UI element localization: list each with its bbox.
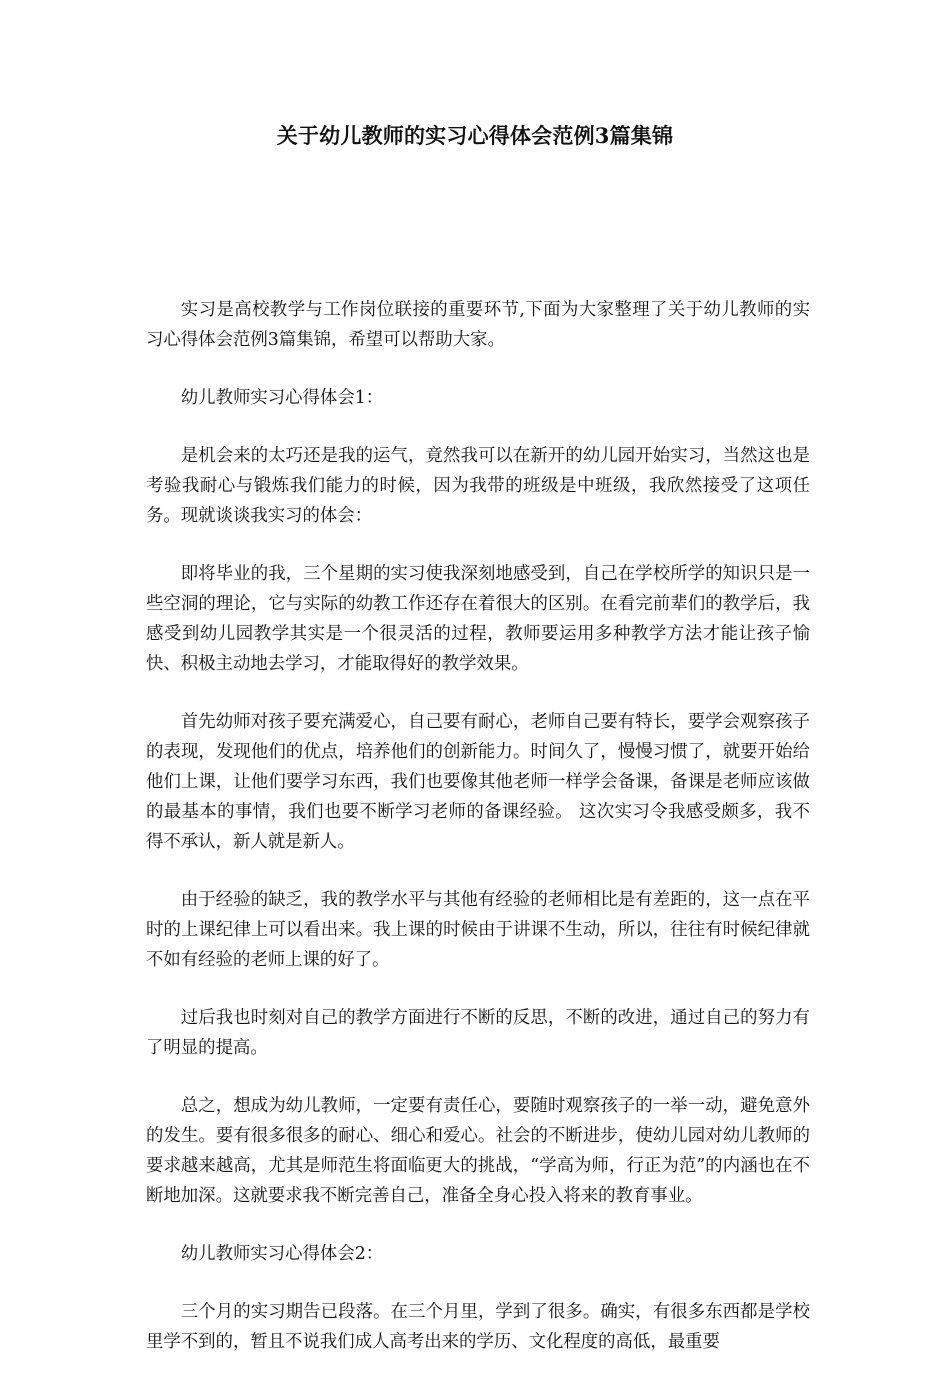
body-paragraph: 过后我也时刻对自己的教学方面进行不断的反思，不断的改进，通过自己的努力有了明显的提高。 [146, 1008, 810, 1058]
document-body [146, 295, 810, 1385]
section-heading-1: 幼儿教师实习心得体会1： [180, 388, 384, 408]
section-heading-2: 幼儿教师实习心得体会2： [180, 1244, 384, 1264]
document-title: 关于幼儿教师的实习心得体会范例3篇集锦 [276, 123, 674, 148]
body-paragraph: 由于经验的缺乏，我的教学水平与其他有经验的老师相比是有差距的，这一点在平时的上课纪律上可以看出来。我上课的时候由于讲课不生动，所以，往往有时候纪律就不如有经验的老师上课的好了。 [146, 890, 810, 970]
body-paragraph: 总之，想成为幼儿教师，一定要有责任心，要随时观察孩子的一举一动，避免意外的发生。要有很多很多的耐心、细心和爱心。社会的不断进步，使幼儿园对幼儿教师的要求越来越高，尤其是师范生将面临更大的挑战，“学高为师，行正为范”的内涵也在不断地加深。这就要求我不断完善自己，准备全身心投入将来的教育事业。 [146, 1096, 810, 1206]
intro-paragraph: 实习是高校教学与工作岗位联接的重要环节,下面为大家整理了关于幼儿教师的实习心得体会范例3篇集锦，希望可以帮助大家。 [146, 300, 810, 350]
body-paragraph: 即将毕业的我，三个星期的实习使我深刻地感受到，自己在学校所学的知识只是一些空洞的理论，它与实际的幼教工作还存在着很大的区别。在看完前辈们的教学后，我感受到幼儿园教学其实是一个很灵活的过程，教师要运用多种教学方法才能让孩子愉快、积极主动地去学习，才能取得好的教学效果。 [146, 564, 810, 674]
body-paragraph: 三个月的实习期告已段落。在三个月里，学到了很多。确实，有很多东西都是学校里学不到的，暂且不说我们成人高考出来的学历、文化程度的高低，最重要 [146, 1302, 810, 1352]
body-paragraph: 是机会来的太巧还是我的运气，竟然我可以在新开的幼儿园开始实习，当然这也是考验我耐心与锻炼我们能力的时候，因为我带的班级是中班级，我欣然接受了这项任务。现就谈谈我实习的体会： [146, 446, 810, 526]
body-paragraph: 首先幼师对孩子要充满爱心，自己要有耐心，老师自己要有特长，要学会观察孩子的表现，发现他们的优点，培养他们的创新能力。时间久了，慢慢习惯了，就要开始给他们上课，让他们要学习东西，我们也要像其他老师一样学会备课，备课是老师应该做的最基本的事情，我们也要不断学习老师的备课经验。 这次实习令我感受颇多，我不得不承认，新人就是新人。 [146, 712, 810, 852]
